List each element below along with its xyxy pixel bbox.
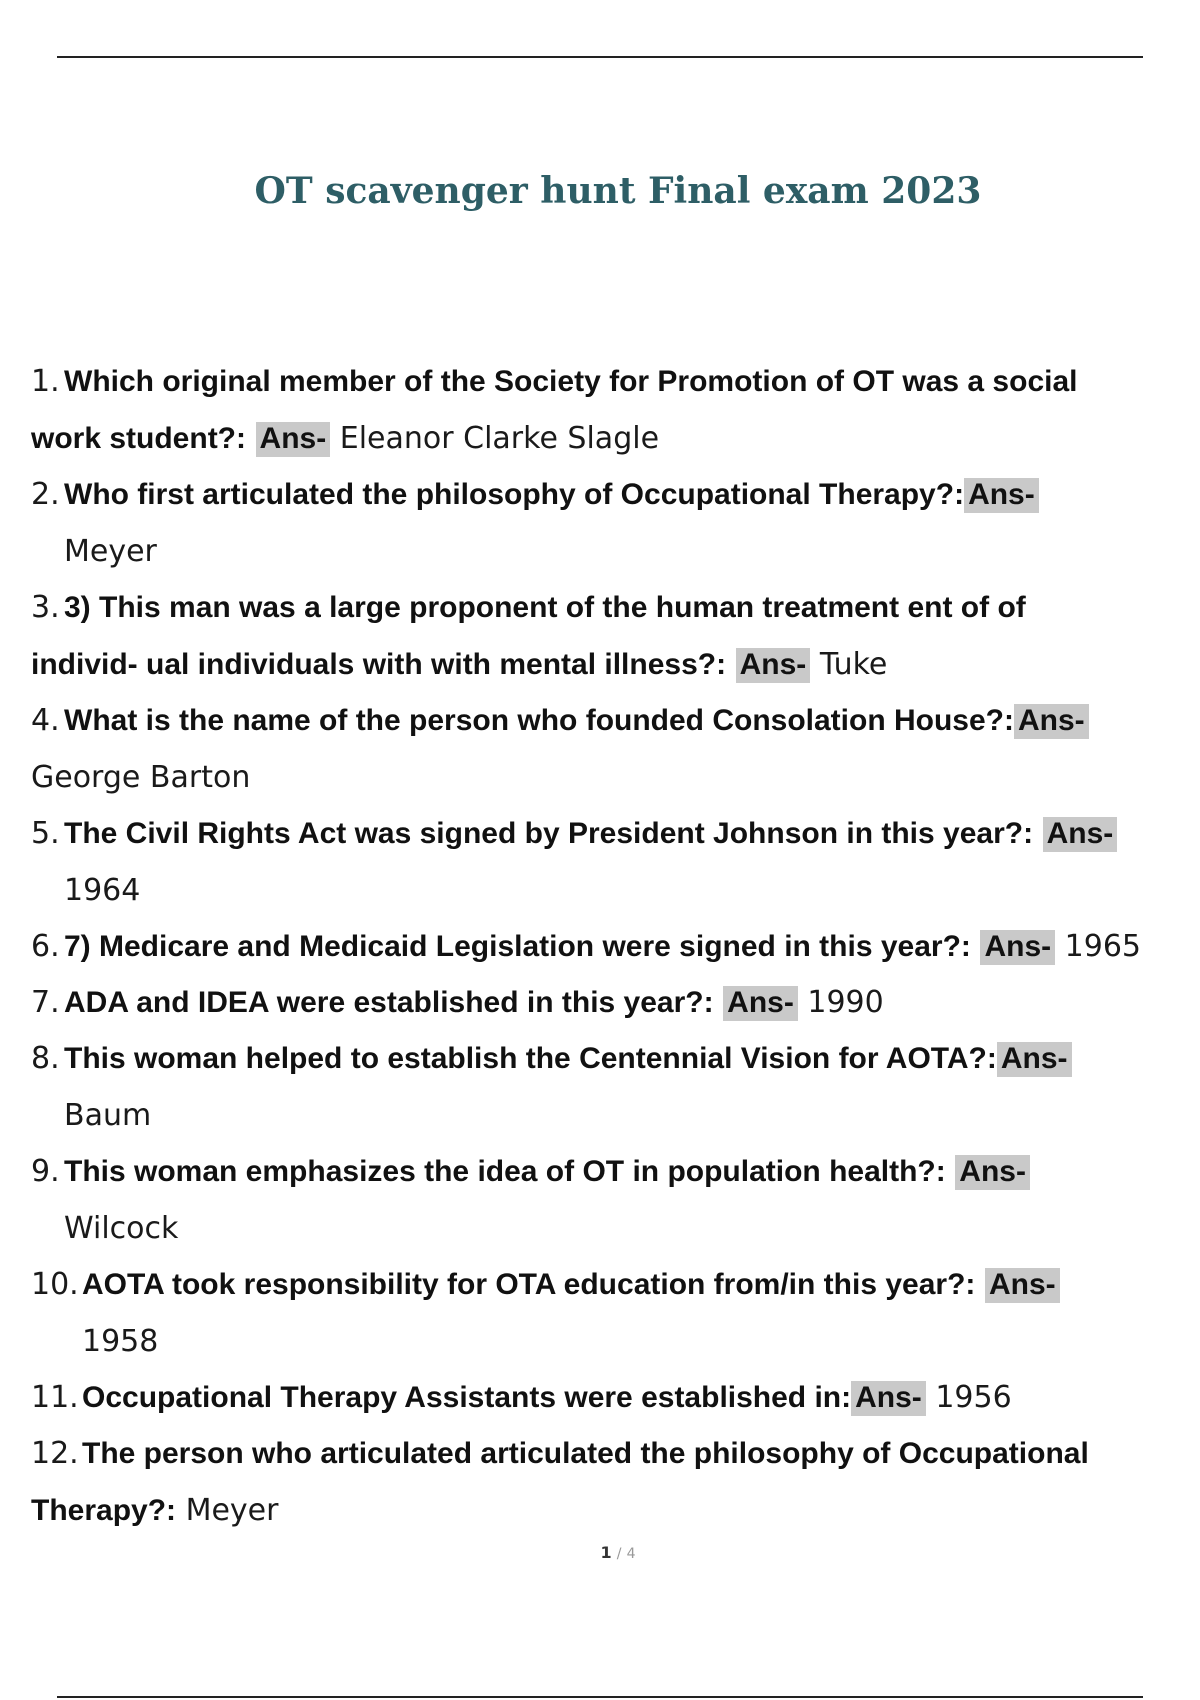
question-text: ADA and IDEA were established in this year?: [64,986,714,1019]
answer-tag: Ans- [985,1268,1060,1303]
item-number: 5. [31,816,60,851]
answer-tag: Ans- [736,648,811,683]
answer-tag: Ans- [997,1042,1072,1077]
question-text: This woman emphasizes the idea of OT in population health?: [64,1155,946,1188]
question-text: Therapy?: [31,1494,177,1527]
question-text: 7) Medicare and Medicaid Legislation were signed in this year?: [64,930,971,963]
item-number: 12. [31,1436,79,1471]
page-current: 1 [600,1543,612,1562]
answer-text: Meyer [185,1493,279,1528]
answer-tag: Ans- [980,930,1055,965]
item-number: 10. [31,1267,79,1302]
item-number: 6. [31,929,60,964]
item-number: 3. [31,590,60,625]
answer-tag: Ans- [964,478,1039,513]
top-rule [57,56,1143,58]
answer-text: 1965 [1064,929,1142,964]
item-number: 8. [31,1041,60,1076]
answer-text: Wilcock [64,1211,179,1246]
answer-text: Tuke [819,647,888,682]
item-number: 7. [31,985,60,1020]
answer-text: 1958 [82,1324,159,1359]
document-title: OT scavenger hunt Final exam 2023 [254,170,982,212]
question-text: The Civil Rights Act was signed by President Johnson in this year?: [64,817,1034,850]
answer-tag: Ans- [851,1381,926,1416]
item-number: 9. [31,1154,60,1189]
answer-text: Baum [64,1098,152,1133]
list-item [0,1031,1200,1144]
question-text: The person who articulated articulated the philosophy of Occupational [82,1437,1089,1470]
list-item [0,919,1200,975]
list-item [0,1426,1200,1539]
page-separator: / [616,1546,622,1562]
list-item [0,1257,1200,1370]
answer-text: 1964 [64,873,141,908]
list-item [0,467,1200,580]
bottom-rule [57,1696,1143,1698]
page-total: 4 [626,1546,636,1562]
item-number: 2. [31,477,60,512]
answer-text: Meyer [64,534,157,569]
question-text: Who first articulated the philosophy of Occupational Therapy?: [64,478,965,511]
question-text: individ- ual individuals with with mental illness?: [31,648,727,681]
answer-tag: Ans- [1043,817,1118,852]
list-item [0,354,1200,467]
list-item [0,1370,1200,1426]
list-item [0,580,1200,693]
item-number: 1. [31,364,60,399]
answer-text: Eleanor Clarke Slagle [339,421,660,456]
question-text: Occupational Therapy Assistants were established in: [82,1381,852,1414]
answer-text: 1956 [935,1380,1012,1415]
list-item [0,693,1200,806]
question-text: work student?: [31,422,246,455]
question-text: What is the name of the person who founded Consolation House?: [64,704,1014,737]
list-item [0,975,1200,1031]
list-item [0,1144,1200,1257]
question-list [0,354,1200,1539]
question-text: This woman helped to establish the Centennial Vision for AOTA?: [64,1042,997,1075]
answer-tag: Ans- [1014,704,1089,739]
answer-text: 1990 [807,985,884,1020]
question-text: AOTA took responsibility for OTA education from/in this year?: [82,1268,976,1301]
page-indicator [0,1543,1200,1562]
question-text: Which original member of the Society for Promotion of OT was a social [64,365,1078,398]
answer-text: George Barton [31,760,251,795]
answer-tag: Ans- [256,422,331,457]
list-item [0,806,1200,919]
answer-tag: Ans- [723,986,798,1021]
question-text: 3) This man was a large proponent of the human treatment ent of of [64,591,1026,624]
item-number: 4. [31,703,60,738]
item-number: 11. [31,1380,79,1415]
answer-tag: Ans- [955,1155,1030,1190]
